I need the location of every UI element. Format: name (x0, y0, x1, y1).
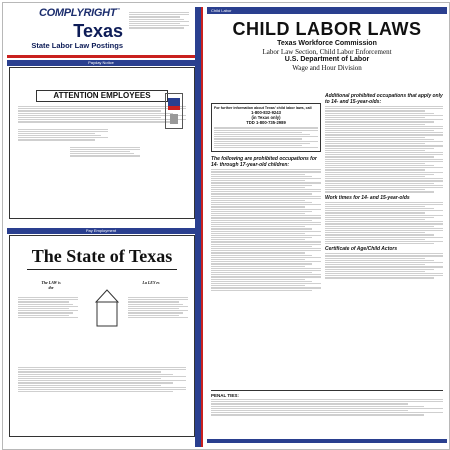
complyright-logo: COMPLYRIGHT™ (39, 7, 120, 19)
prohibited-list (211, 169, 321, 291)
info-box: For further information about Texas' child labor laws, call 1-800-832-9243 (in Texas only) TDD 1-800-735-2989 (211, 103, 321, 152)
phone-number: 1-800-832-9243 (251, 110, 281, 116)
payday-notice-panel (9, 67, 195, 219)
poster-subtitle: State Labor Law Postings (31, 41, 123, 50)
header-red-bar (7, 55, 195, 58)
us-dept-labor: U.S. Department of Labor (284, 56, 370, 63)
additional-list (325, 106, 443, 193)
phone-note: (in Texas only) (251, 115, 281, 121)
footer-bar (207, 439, 447, 443)
texas-payday-law-panel (9, 235, 195, 437)
payday-band: Payday Notice (7, 60, 195, 66)
poster-header (7, 7, 123, 57)
payday-text (18, 106, 186, 123)
tdd-number: TDD 1-800-735-2989 (246, 120, 286, 126)
spanish-text (128, 296, 188, 319)
child-labor-panel (207, 7, 447, 447)
commission-address (70, 147, 140, 157)
pay-employment-band: Pay Employment (7, 228, 195, 234)
left-column (211, 103, 321, 292)
labor-law-poster (2, 2, 450, 450)
law-label-spanish: La LEY es (142, 280, 160, 285)
law-label-english: The LAW is the (41, 280, 61, 290)
prohibited-heading: The following are prohibited occupations for 14- through 17-year-old children: (211, 156, 317, 169)
labor-section: Labor Law Section, Child Labor Enforcement (262, 48, 392, 56)
wage-hour-division: Wage and Hour Division (292, 64, 362, 72)
work-times-heading: Work times for 14- and 15-year-olds (325, 194, 410, 201)
capitol-icon (94, 288, 120, 328)
texas-notice-body (18, 366, 186, 393)
certificate-text (325, 253, 443, 278)
penalties-section (211, 390, 443, 429)
certificate-heading: Certificate of Age/Child Actors (325, 246, 398, 253)
child-labor-title: CHILD LABOR LAWS (232, 19, 422, 39)
header-fine-print (129, 11, 189, 30)
state-title: Texas (73, 21, 123, 41)
commission-name: Texas Workforce Commission (277, 40, 377, 47)
payday-form-fields (18, 129, 108, 141)
work-times-text (325, 202, 443, 245)
attention-heading: ATTENTION EMPLOYEES (36, 90, 168, 102)
english-text (18, 296, 78, 319)
additional-heading: Additional prohibited occupations that apply only to 14- and 15-year-olds: (325, 93, 443, 105)
child-labor-band: Child Labor (207, 7, 447, 14)
state-of-texas-title: The State of Texas (31, 246, 173, 266)
divider-strip-red (201, 7, 203, 447)
flag-emblem (165, 93, 183, 129)
right-column (325, 93, 443, 280)
penalties-heading: PENAL TIES: (211, 393, 239, 398)
